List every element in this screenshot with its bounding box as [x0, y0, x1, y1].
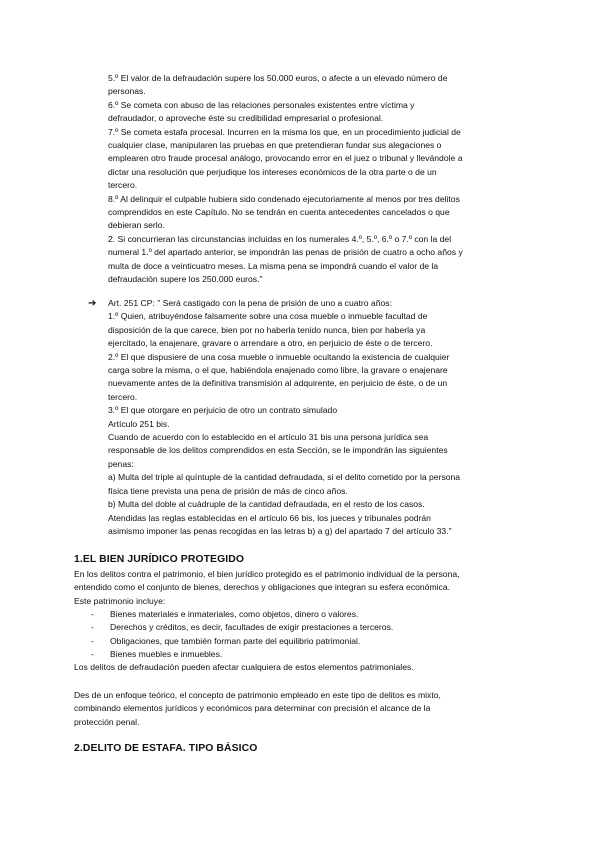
- dash-bullet-icon: -: [91, 635, 94, 646]
- text-line: Cuando de acuerdo con lo establecido en el artículo 31 bis una persona jurídica sea: [108, 432, 429, 443]
- text-line: defraudación supere los 250.000 euros.": [108, 274, 263, 285]
- text-line: En los delitos contra el patrimonio, el bien jurídico protegido es el patrimonio individual de la persona,: [74, 569, 460, 579]
- text-line: nuevamente antes de la definitiva transmisión al adquirente, en perjuicio de éste, o de un: [108, 378, 448, 389]
- list-item: [91, 608, 393, 621]
- list-item: [91, 648, 393, 661]
- dash-bullet-icon: -: [91, 609, 94, 619]
- text-line: multa de doce a veinticuatro meses. La misma pena se impondrá cuando el valor de la: [108, 260, 439, 271]
- text-line: 7.º Se cometa estafa procesal. Incurren en la misma los que, en un procedimiento judicial de: [108, 126, 461, 137]
- text-line: Artículo 251 bis.: [108, 418, 170, 429]
- list-item-text: Obligaciones, que también forman parte del equilibrio patrimonial.: [110, 635, 361, 646]
- section-1-heading: 1.EL BIEN JURÍDICO PROTEGIDO: [74, 554, 245, 565]
- list-item-text: Bienes muebles e inmuebles.: [110, 649, 223, 660]
- section-1-paragraph-2: [74, 689, 441, 729]
- text-line: 3.º El que otorgare en perjuicio de otro un contrato simulado: [108, 405, 338, 416]
- text-line: 2.º El que dispusiere de una cosa mueble o inmueble ocultando la existencia de cualquier: [108, 351, 450, 362]
- text-line: defraudador, o aproveche éste su credibilidad empresarial o profesional.: [108, 113, 384, 124]
- text-line: cualquier clase, manipularen las pruebas en que pretendieran fundar sus alegaciones o: [108, 140, 442, 151]
- article-250-continuation: [108, 72, 463, 287]
- dash-bullet-icon: -: [91, 649, 94, 660]
- dash-bullet-icon: -: [91, 622, 94, 633]
- text-line: 2. Si concurrieran las circunstancias incluidas en los numerales 4.º, 5.º, 6.º o 7.º con la del: [108, 233, 452, 244]
- text-line: tercero.: [108, 180, 138, 191]
- text-line: comprendidos en este Capítulo. No se tendrán en cuenta antecedentes cancelados o que: [108, 207, 450, 218]
- text-line: emplearen otro fraude procesal análogo, provocando error en el juez o tribunal y llevándole a: [108, 153, 463, 164]
- text-line: Art. 251 CP: " Será castigado con la pena de prisión de uno a cuatro años:: [108, 298, 392, 308]
- text-line: debieran serlo.: [108, 220, 165, 231]
- section-1-intro: [74, 568, 460, 608]
- text-line: asimismo imponer las penas recogidas en las letras b) a g) del apartado 7 del artículo 33.": [108, 525, 452, 536]
- list-item: [91, 635, 393, 648]
- text-line: tercero.: [108, 391, 138, 402]
- text-line: personas.: [108, 86, 146, 97]
- text-line: física tiene prevista una pena de prisión de más de cinco años.: [108, 485, 348, 496]
- list-item-text: Bienes materiales e inmateriales, como objetos, dinero o valores.: [110, 609, 359, 619]
- text-line: 6.º Se cometa con abuso de las relaciones personales existentes entre víctima y: [108, 99, 415, 110]
- text-line: ejercitado, la enajenare, gravare o arrendare a otro, en perjuicio de éste o de tercero.: [108, 338, 433, 349]
- section-1-closing-line: [74, 661, 414, 674]
- text-line: 8.º Al delinquir el culpable hubiera sido condenado ejecutoriamente al menos por tres delitos: [108, 193, 460, 204]
- text-line: carga sobre la misma, o el que, habiéndola enajenado como libre, la gravare o enajenare: [108, 365, 448, 376]
- text-line: disposición de la que carece, bien por no haberla tenido nunca, bien por haberla ya: [108, 324, 426, 335]
- text-line: protección penal.: [74, 716, 140, 727]
- text-line: 5.º El valor de la defraudación supere los 50.000 euros, o afecte a un elevado número de: [108, 73, 448, 83]
- text-line: numeral 1.º del apartado anterior, se impondrán las penas de prisión de cuatro a ocho años y: [108, 247, 463, 258]
- arrow-bullet-icon: ➔: [88, 298, 97, 309]
- text-line: responsable de los delitos comprendidos en esta Sección, se le impondrán las siguientes: [108, 445, 448, 456]
- text-line: Des de un enfoque teórico, el concepto de patrimonio empleado en este tipo de delitos es mixto,: [74, 690, 441, 700]
- list-item-text: Derechos y créditos, es decir, facultades de exigir prestaciones a terceros.: [110, 622, 394, 633]
- article-251-quote: [108, 297, 460, 538]
- section-1-after-bullets: Los delitos de defraudación pueden afectar cualquiera de estos elementos patrimoniales.: [74, 662, 414, 672]
- text-line: Atendidas las reglas establecidas en el artículo 66 bis, los jueces y tribunales podrán: [108, 512, 431, 523]
- text-line: combinando elementos jurídicos y económicos para determinar con precisión el alcance de la: [74, 703, 431, 714]
- list-item: [91, 621, 393, 634]
- text-line: 1.º Quien, atribuyéndose falsamente sobre una cosa mueble o inmueble facultad de: [108, 311, 428, 322]
- section-1-bullet-list: [91, 608, 393, 662]
- text-line: dictar una resolución que perjudique los intereses económicos de la otra parte o de un: [108, 166, 437, 177]
- text-line: entendido como el conjunto de bienes, derechos y obligaciones que integran su esfera económica.: [74, 582, 450, 593]
- text-line: b) Multa del doble al cuádruple de la cantidad defraudada, en el resto de los casos.: [108, 499, 425, 510]
- text-line: penas:: [108, 458, 134, 469]
- section-2-heading: 2.DELITO DE ESTAFA. TIPO BÁSICO: [74, 743, 258, 754]
- text-line: Este patrimonio incluye:: [74, 595, 166, 606]
- text-line: a) Multa del triple al quíntuple de la cantidad defraudada, si el delito cometido por la persona: [108, 472, 461, 483]
